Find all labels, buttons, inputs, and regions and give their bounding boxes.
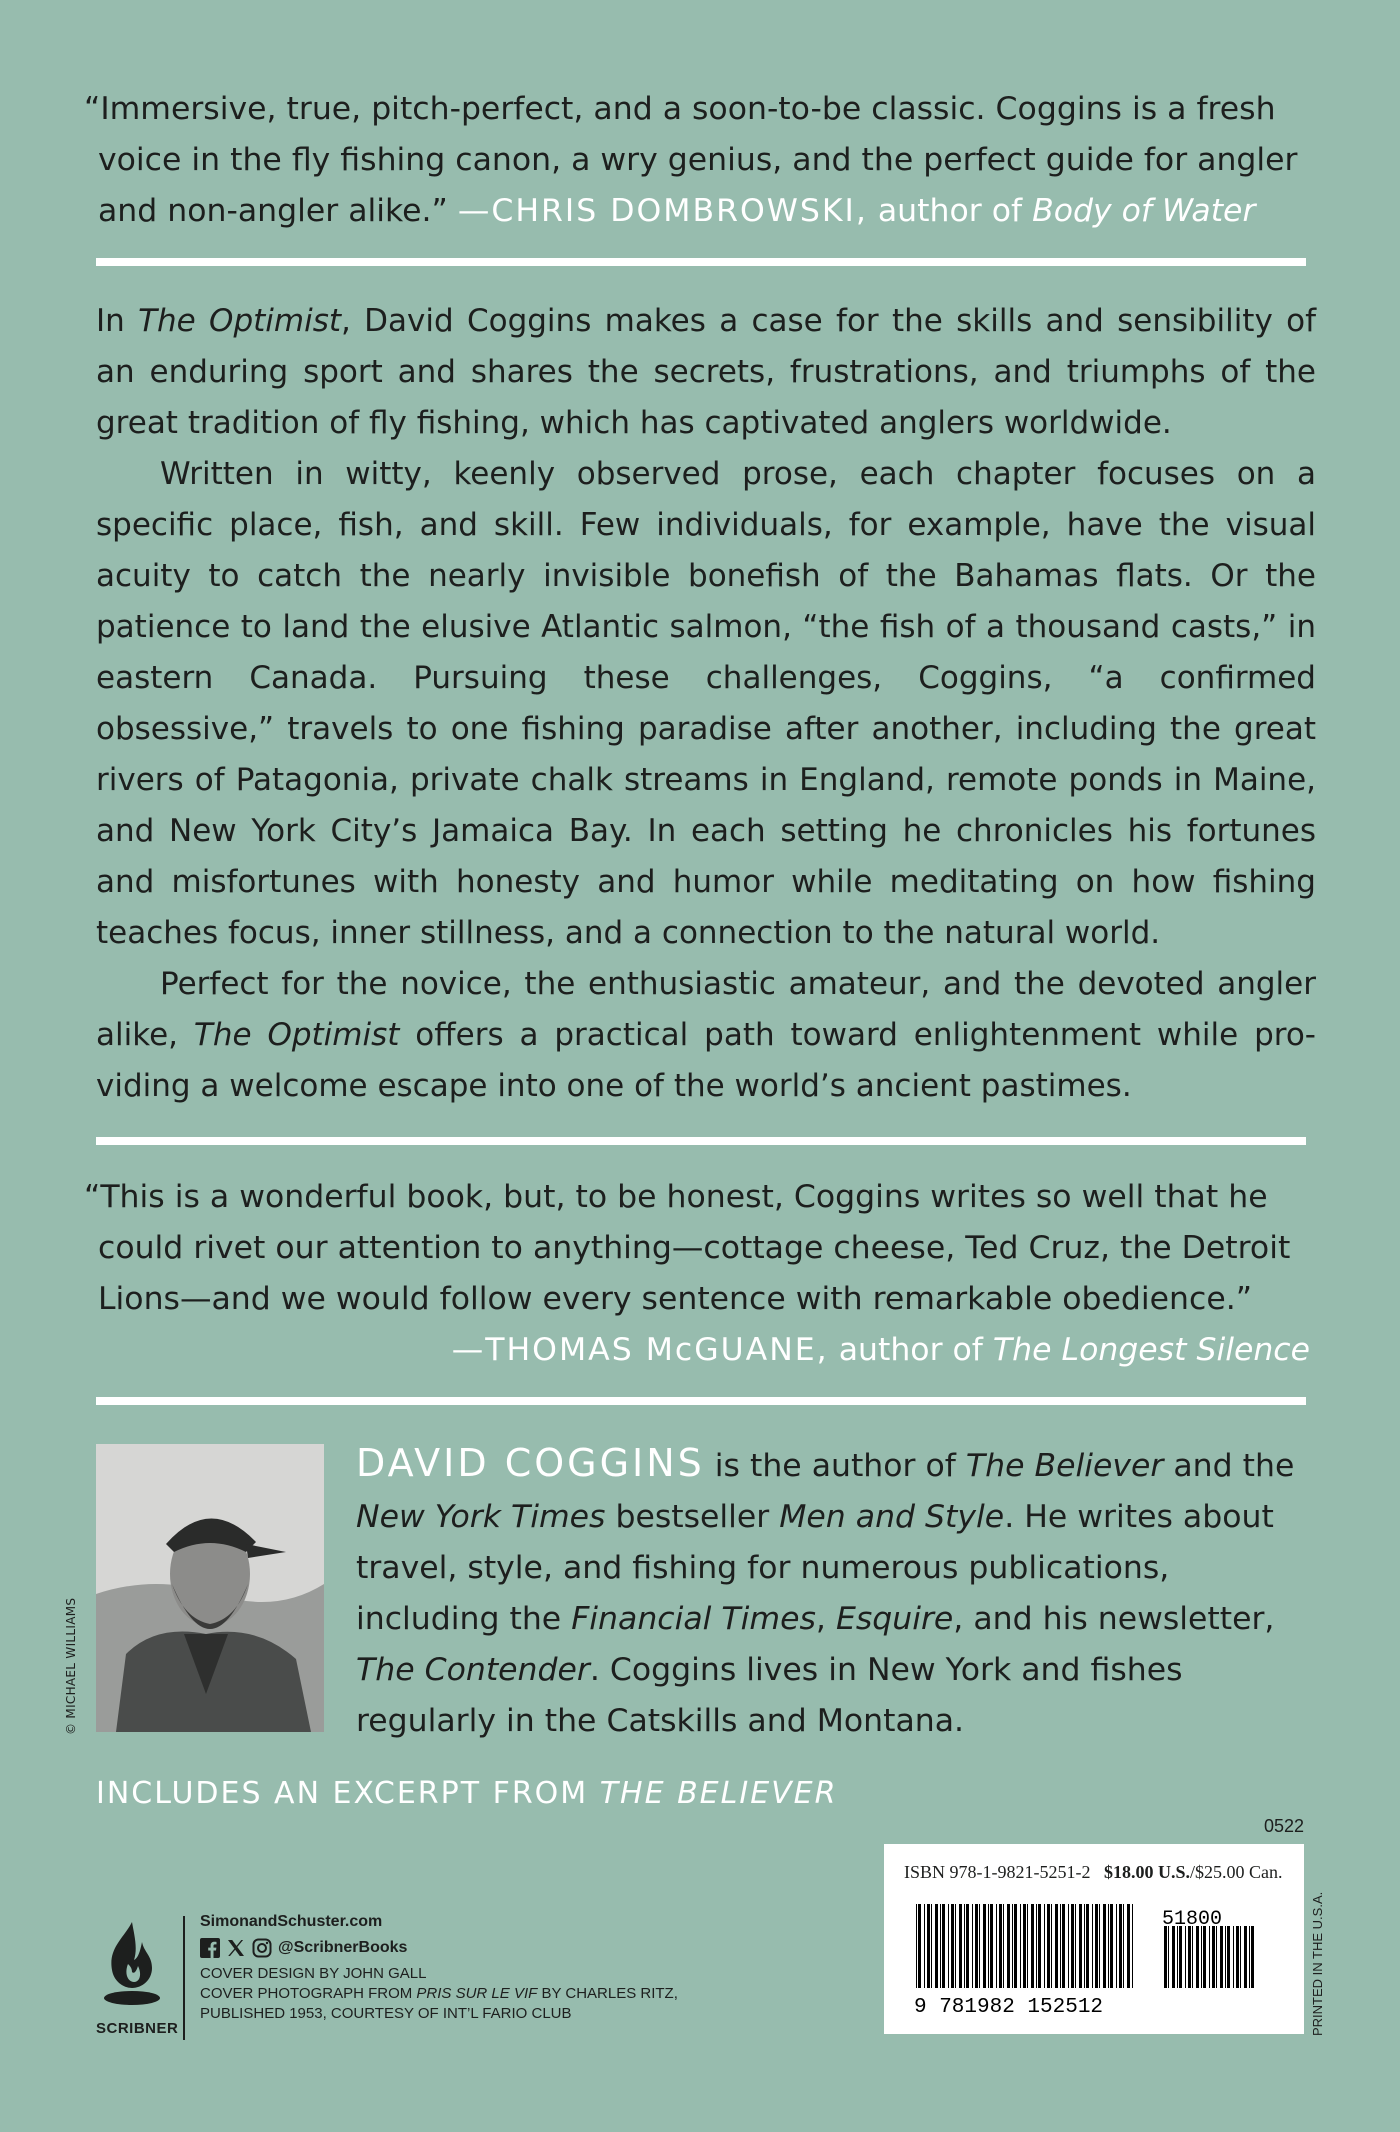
quote-text: and non-angler alike.” xyxy=(98,193,458,229)
barcode-bar xyxy=(1203,1926,1206,1988)
barcode-bar xyxy=(1075,1904,1076,1988)
barcode-bar xyxy=(966,1904,969,1988)
barcode-bar xyxy=(1014,1904,1017,1988)
barcode-bar xyxy=(1168,1926,1169,1988)
divider-rule xyxy=(96,1397,1306,1405)
bio-title: Men and Style xyxy=(779,1499,1005,1535)
isbn-price-line xyxy=(904,1862,1283,1883)
description-paragraph xyxy=(96,959,1316,1112)
credit-title: PRIS SUR LE VIF xyxy=(416,1985,538,2002)
bio-title: Financial Times xyxy=(571,1601,816,1637)
publisher-info xyxy=(200,1912,678,2024)
barcode-bar xyxy=(1012,1904,1013,1988)
credit-text: COVER PHOTOGRAPH FROM xyxy=(200,1985,417,2002)
barcode-bar xyxy=(1220,1926,1223,1988)
barcode-bar xyxy=(1051,1904,1052,1988)
barcode-bar xyxy=(924,1904,925,1988)
barcode-bar xyxy=(1216,1926,1217,1988)
divider-rule xyxy=(96,1137,1306,1145)
excerpt-note xyxy=(96,1776,837,1811)
barcode-bar xyxy=(955,1904,956,1988)
review-quote-mcguane xyxy=(84,1172,1316,1376)
bio-text: . He writes about travel, style, and fishing for numerous publications, including the xyxy=(356,1499,1274,1637)
barcode-bar xyxy=(990,1904,993,1988)
author-name: DAVID COGGINS xyxy=(356,1441,705,1485)
barcode-bar xyxy=(1132,1904,1133,1988)
barcode-bar xyxy=(1123,1904,1124,1988)
review-quote-dombrowski xyxy=(84,84,1316,237)
bio-text: , and his newsletter, xyxy=(953,1601,1275,1637)
barcode-bar xyxy=(927,1904,930,1988)
barcode-bar xyxy=(1212,1926,1215,1988)
barcode-bar xyxy=(951,1904,954,1988)
quote-line xyxy=(84,186,1316,237)
book-title: The Optimist xyxy=(193,1017,400,1053)
barcode-bar xyxy=(1095,1904,1098,1988)
barcode-bar xyxy=(1031,1904,1034,1988)
barcode-bar xyxy=(1188,1926,1191,1988)
description-text: Perfect for the novice, the enthusiastic amateur, and the devoted angler alike, xyxy=(96,966,1316,1053)
barcode-bar xyxy=(988,1904,989,1988)
photo-credit: © MICHAEL WILLIAMS xyxy=(64,1597,78,1735)
description-paragraph xyxy=(96,296,1316,449)
cover-photo-credit xyxy=(200,1984,678,2004)
scribner-flame-icon xyxy=(94,1918,170,2014)
barcode-bar xyxy=(975,1904,978,1988)
cover-photo-credit-line: PUBLISHED 1953, COURTESY OF INT’L FARIO CLUB xyxy=(200,2005,572,2022)
barcode-bar xyxy=(935,1904,938,1988)
barcode-bar xyxy=(1079,1904,1082,1988)
description-text: offers a practical path toward enlightenment while providing a welcome escape into one of the world’s ancient pastimes. xyxy=(96,1017,1316,1104)
quote-line: “This is a wonderful book, but, to be honest, Coggins writes so well that he xyxy=(84,1179,1268,1215)
excerpt-label: INCLUDES AN EXCERPT FROM xyxy=(96,1776,600,1811)
publisher-divider xyxy=(183,1916,185,2040)
quote-line: Lions—and we would follow every sentence with remarkable obedience.” xyxy=(98,1281,1253,1317)
printed-in: PRINTED IN THE U.S.A. xyxy=(1310,1891,1325,2036)
author-photo xyxy=(96,1444,324,1732)
barcode-bar xyxy=(940,1904,941,1988)
quote-line: “Immersive, true, pitch-perfect, and a soon-to-be classic. Coggins is a fresh xyxy=(84,91,1276,127)
quote-of: author of xyxy=(828,1332,993,1368)
barcode-bar xyxy=(999,1904,1002,1988)
bio-text: bestseller xyxy=(605,1499,780,1535)
barcode-bar xyxy=(1249,1926,1250,1988)
quote-line: voice in the fly fishing canon, a wry genius, and the perfect guide for angler xyxy=(98,142,1298,178)
divider-rule xyxy=(96,258,1306,266)
barcode-bar xyxy=(1192,1926,1193,1988)
barcode-bar xyxy=(1068,1904,1069,1988)
ean-digits: 9 781982 152512 xyxy=(914,1996,1104,2014)
barcode-bar xyxy=(1240,1926,1241,1988)
barcode-bar xyxy=(1086,1904,1089,1988)
bio-text: , xyxy=(815,1601,836,1637)
barcode-bar xyxy=(959,1904,962,1988)
barcode-bar xyxy=(1092,1904,1093,1988)
quote-author: —THOMAS McGUANE, xyxy=(451,1332,829,1368)
bio-title: New York Times xyxy=(356,1499,606,1535)
barcode-bar xyxy=(1196,1926,1199,1988)
barcode-bar xyxy=(1062,1904,1065,1988)
barcode-bar xyxy=(1108,1904,1109,1988)
barcode-bar xyxy=(1020,1904,1021,1988)
barcode-bar xyxy=(1164,1926,1167,1988)
barcode-bar xyxy=(1127,1904,1130,1988)
barcode-bar xyxy=(916,1904,917,1988)
barcode-bar xyxy=(1227,1926,1230,1988)
barcode-bar xyxy=(1099,1904,1100,1988)
barcode-bar xyxy=(1044,1904,1045,1988)
barcode-bar xyxy=(1177,1926,1178,1988)
credit-text: BY CHARLES RITZ, xyxy=(537,1985,678,2002)
barcode-panel xyxy=(884,1844,1304,2034)
quote-of: author of xyxy=(867,193,1033,229)
description-text: , David Coggins makes a case for the skills and sensibility of an enduring sport and shares the secrets, frustrations, and triumphs of the great tradition of fly fishing, which has captivated anglers worldwide. xyxy=(96,303,1316,441)
cover-design-credit: COVER DESIGN BY JOHN GALL xyxy=(200,1965,427,1982)
quote-attribution xyxy=(84,1325,1316,1376)
bio-title: The Contender xyxy=(356,1652,590,1688)
barcode-bar xyxy=(1179,1926,1182,1988)
scribner-logo-text: SCRIBNER xyxy=(96,2020,179,2037)
author-photo-illustration xyxy=(96,1444,324,1732)
barcode-bar xyxy=(964,1904,965,1988)
author-bio xyxy=(356,1438,1316,1747)
barcode-bar xyxy=(1103,1904,1106,1988)
instagram-icon[interactable] xyxy=(252,1938,272,1958)
description-text: In xyxy=(96,303,139,339)
barcode-bar xyxy=(1007,1904,1010,1988)
book-description xyxy=(96,296,1316,1112)
x-icon[interactable] xyxy=(226,1938,246,1958)
barcode-bar xyxy=(931,1904,932,1988)
barcode-bar xyxy=(972,1904,973,1988)
barcode-bar xyxy=(1225,1926,1226,1988)
description-paragraph: Written in witty, keenly observed prose, each chapter focuses on a specific place, fish, and skill. Few individuals, for example, have the visual acuity to catch the nearly invisible bonefish of the Bahamas flats. Or the patience to land the elusive Atlantic salmon, “the fish of a thousand casts,” in eastern Canada. Pursuing these challenges, Coggins, “a confirmed obsessive,” travels to one fishing paradise after another, including the great rivers of Patagonia, private chalk streams in England, remote ponds in Maine, and New York City’s Jamaica Bay. In each setting he chronicles his fortunes and misfortunes with honesty and humor while meditating on how fishing teaches focus, inner stillness, and a connection to the natural world. xyxy=(96,456,1316,951)
bio-title: Esquire xyxy=(835,1601,954,1637)
addon-digits: 51800 xyxy=(1162,1908,1223,1931)
social-links xyxy=(200,1938,678,1958)
barcode-bar xyxy=(1116,1904,1117,1988)
barcode-bar xyxy=(1023,1904,1026,1988)
barcode-bar xyxy=(1185,1926,1186,1988)
barcode-bar xyxy=(942,1904,945,1988)
barcode-bar xyxy=(1251,1926,1254,1988)
barcode-bar xyxy=(1084,1904,1085,1988)
barcode-bar xyxy=(1055,1904,1058,1988)
barcode-bar xyxy=(1071,1904,1074,1988)
barcode-bar xyxy=(1233,1926,1234,1988)
barcode-bar xyxy=(1119,1904,1122,1988)
bio-text: is the author of xyxy=(704,1448,966,1484)
barcode-bar xyxy=(1201,1926,1202,1988)
book-title: The Optimist xyxy=(138,303,342,339)
print-code: 0522 xyxy=(1264,1816,1305,1836)
barcode-bar xyxy=(1209,1926,1210,1988)
isbn: ISBN 978-1-9821-5251-2 xyxy=(904,1862,1091,1882)
barcode-bar xyxy=(1244,1926,1247,1988)
quote-book-title: The Longest Silence xyxy=(992,1332,1310,1368)
barcode-bar xyxy=(1060,1904,1061,1988)
barcode-bar xyxy=(948,1904,949,1988)
barcode-bar xyxy=(1172,1926,1175,1988)
price-us: $18.00 U.S. xyxy=(1104,1862,1191,1882)
bio-text: . Coggins lives in New York and fishes regularly in the Catskills and Montana. xyxy=(356,1652,1183,1739)
bio-title: The Believer xyxy=(965,1448,1164,1484)
excerpt-title: THE BELIEVER xyxy=(599,1776,838,1811)
barcode-bar xyxy=(1027,1904,1028,1988)
barcode-bar xyxy=(996,1904,997,1988)
barcode-bar xyxy=(1003,1904,1004,1988)
barcode-bar xyxy=(1038,1904,1041,1988)
barcode-bar xyxy=(983,1904,986,1988)
barcode-bar xyxy=(1047,1904,1050,1988)
barcode-bar xyxy=(1036,1904,1037,1988)
quote-book-title: Body of Water xyxy=(1032,193,1256,229)
publisher-site[interactable]: SimonandSchuster.com xyxy=(200,1913,383,1930)
barcode-bar xyxy=(1236,1926,1239,1988)
bio-text: and the xyxy=(1163,1448,1295,1484)
social-handle[interactable]: @ScribnerBooks xyxy=(278,1939,408,1956)
facebook-icon[interactable] xyxy=(200,1938,220,1958)
barcode-bar xyxy=(979,1904,980,1988)
barcode-graphic xyxy=(914,1904,1274,2014)
quote-line: could rivet our attention to anything—cottage cheese, Ted Cruz, the Detroit xyxy=(98,1230,1291,1266)
barcode-bar xyxy=(918,1904,921,1988)
price-can: /$25.00 Can. xyxy=(1190,1862,1283,1882)
quote-author: —CHRIS DOMBROWSKI, xyxy=(457,193,868,229)
barcode-bar xyxy=(1110,1904,1113,1988)
